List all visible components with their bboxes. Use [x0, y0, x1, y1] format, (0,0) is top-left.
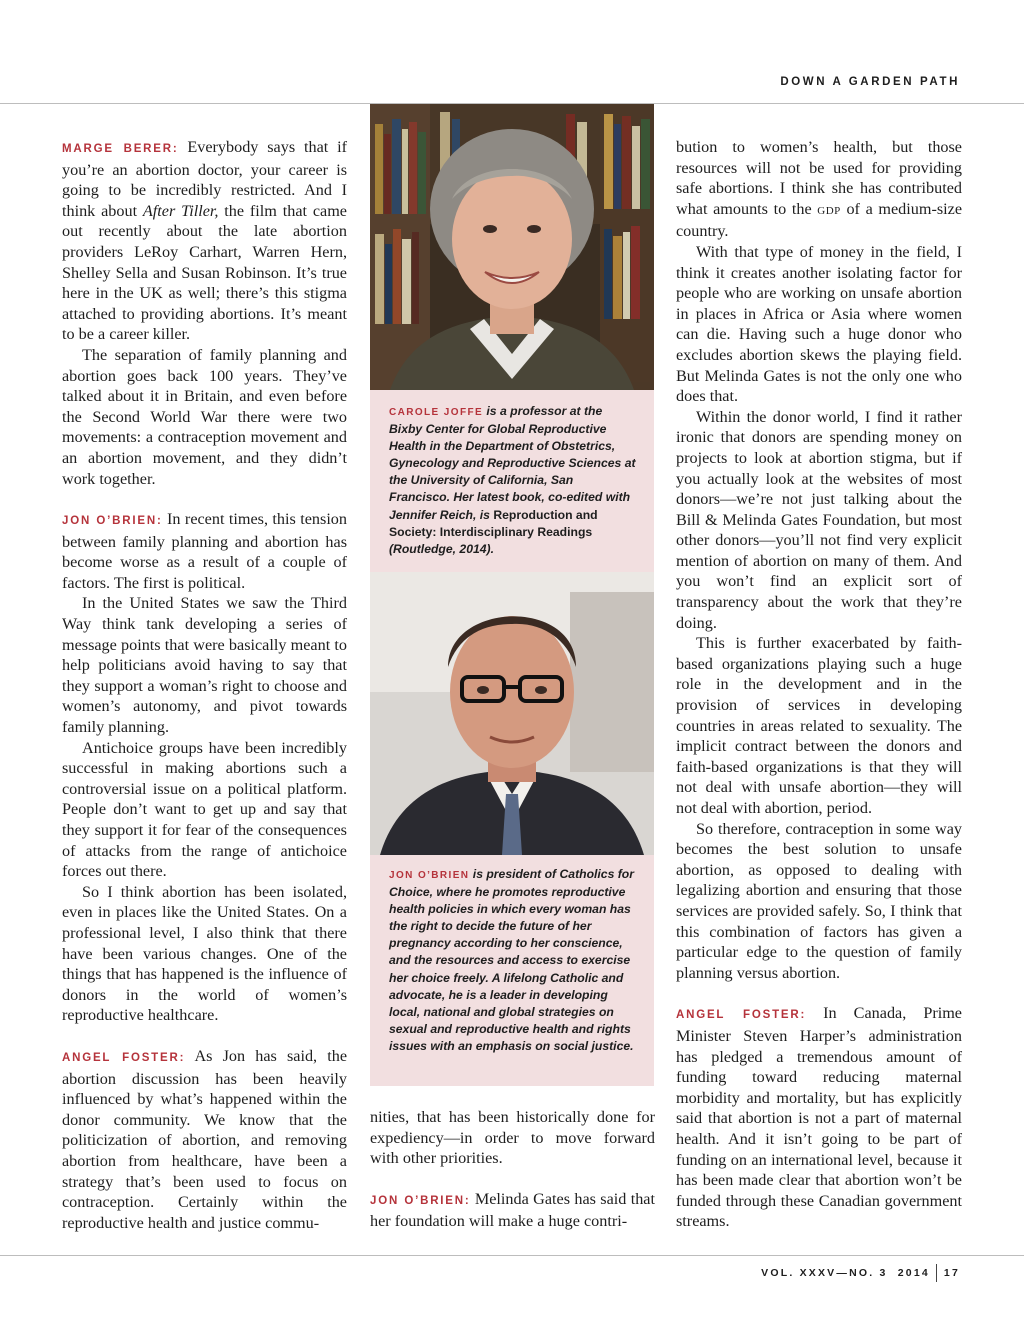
speaker-label: MARGE BERER: [62, 143, 179, 155]
book-title: Reproduction and Society: Interdisciplinary Readings [389, 507, 598, 539]
carole-joffe-photo [370, 104, 654, 390]
paragraph [676, 1003, 962, 1232]
paragraph-text: In recent times, this tension between family planning and abortion has become worse as a result of a couple of factors. The first is political. [62, 510, 347, 592]
left-column [62, 137, 347, 1233]
caption-text: is president of Catholics for Choice, where he promotes reproductive health policies in which every woman has the right to decide the future of her pregnancy according to her conscience, and the resources and access to exercise her choice freely. A lifelong Catholic and advocate, he is a leader in developing local, national and global strategies on sexual and reproductive health and rights issues with an emphasis on social justice. [389, 867, 634, 1053]
footer-rule [0, 1255, 1024, 1256]
footer-divider [936, 1264, 937, 1282]
running-head: DOWN A GARDEN PATH [780, 76, 960, 88]
photo-caption [389, 403, 636, 558]
paragraph-text: As Jon has said, the abortion discussion has been heavily influenced by what’s happened within the donor community. We know that the politicization of abortion, and removing abortion from healthcare, have been a strategy that’s been used to focus on contraception. Certainly within the reproductive health and justice commu- [62, 1046, 348, 1232]
paragraph: The separation of family planning and abortion goes back 100 years. They’ve talked about it in Britain, and even before the Second World War there were two movements: a contraception movement and an abortion movement, and they didn’t work together. [62, 345, 347, 488]
jon-obrien-photo [370, 572, 654, 855]
middle-column-text [370, 1107, 655, 1232]
paragraph: So I think abortion has been isolated, even in places like the United States. On a professional level, I also think that there have been various changes. One of the things that has happened is the influence of donors in the world of women’s reproductive healthcare. [62, 882, 347, 1025]
caption-text: is a professor at the Bixby Center for Global Reproductive Health in the Department of Obstetrics, Gynecology and Reproductive Sciences at the University of California, San Francisco. Her latest book, co-edited with Jennifer Reich, is [389, 404, 636, 522]
photo-caption [389, 866, 640, 1055]
speaker-label: JON O’BRIEN: [62, 515, 163, 528]
page-footer [761, 1264, 960, 1282]
speaker-label: ANGEL FOSTER: [62, 1051, 186, 1064]
speaker-label: ANGEL FOSTER: [676, 1009, 807, 1022]
paragraph: nities, that has been historically done for expediency—in order to move forward with other priorities. [370, 1108, 655, 1168]
issue-info: VOL. XXXV—NO. 3 2014 [761, 1267, 930, 1279]
portrait-image [370, 572, 654, 855]
paragraph [62, 1046, 347, 1233]
caption-name: CAROLE JOFFE [389, 407, 484, 418]
paragraph-text: bution to women’s health, but those resources will not be used for providing safe abortions. I think she has contributed what amounts to the [676, 138, 962, 218]
caption-box-carole-joffe [370, 390, 654, 572]
caption-box-jon-obrien [370, 855, 654, 1086]
paragraph [676, 137, 962, 242]
paragraph: Within the donor world, I find it rather ironic that donors are spending money on projects to look at abortion stigma, but if you actually look at the websites of most donors—we’re not just talking about the Bill & Melinda Gates Foundation, but most other donors—you’ll not find very explicit mention of abortion on many of them. And you won’t find an explicit sort of transparency about the work that they’re doing. [676, 407, 962, 632]
paragraph: This is further exacerbated by faith-based organizations playing such a huge role in the development and in the provision of services in developing countries in areas related to sexuality. The implicit contract between the donors and faith-based organizations is that they will not deal with unsafe abortion—they will not deal with abortion, period. [676, 634, 962, 817]
paragraph-text: In Canada, Prime Minister Steven Harper’s administration has pledged a tremendous amount of funding toward reducing maternal morbidity and mortality, but has explicitly said that abortion is not a part of maternal health. And it isn’t going to be part of funding on an international level, because it has been made clear that abortion won’t be funded through these Canadian government streams. [676, 1004, 962, 1231]
paragraph [370, 1189, 655, 1232]
right-column [676, 137, 962, 1232]
film-title: After Tiller, [142, 201, 219, 220]
page-number: 17 [943, 1267, 960, 1279]
paragraph-text: of a medium-size country. [676, 199, 963, 241]
paragraph-text: Everybody says that if you’re an abortion doctor, your career is going to be incredibly restricted. And I think about [62, 138, 347, 220]
caption-text: (Routledge, 2014). [389, 541, 494, 556]
portrait-image [370, 104, 654, 390]
caption-name: JON O’BRIEN [389, 870, 470, 881]
small-caps-gdp: GDP [817, 204, 841, 217]
paragraph [62, 137, 347, 345]
paragraph [62, 509, 347, 593]
paragraph-text: Melinda Gates has said that her foundation will make a huge contri- [370, 1189, 655, 1231]
speaker-label: JON O’BRIEN: [370, 1194, 471, 1207]
paragraph: With that type of money in the field, I think it creates another isolating factor for people who are working on unsafe abortion in places in Africa or Asia where women can die. Having such a huge donor who excludes abortion skews the playing field. But Melinda Gates is not the only one who does that. [676, 242, 962, 406]
paragraph: In the United States we saw the Third Way think tank developing a series of message points that were basically meant to help politicians avoid having to say that they support a woman’s right to choose and women’s autonomy, and pivot towards family planning. [62, 594, 347, 737]
paragraph: So therefore, contraception in some way becomes the best solution to unsafe abortion, as opposed to dealing with legalizing abortion and ensuring that those services are provided safely. So, I think that this combination of factors has given a particular edge to the question of family planning versus abortion. [676, 819, 962, 982]
paragraph: Antichoice groups have been incredibly successful in making abortions such a controversial issue on a political platform. People don’t want to get up and say that they support it for fear of the consequences of attacks from the range of antichoice forces out there. [62, 738, 347, 881]
paragraph-text: the film that came out recently about the late abortion providers LeRoy Carhart, Warren Hern, Shelley Sella and Susan Robinson. It’s true here in the UK as well; there’s this stigma attached to providing abortions. It’s meant to be a career killer. [62, 201, 347, 344]
